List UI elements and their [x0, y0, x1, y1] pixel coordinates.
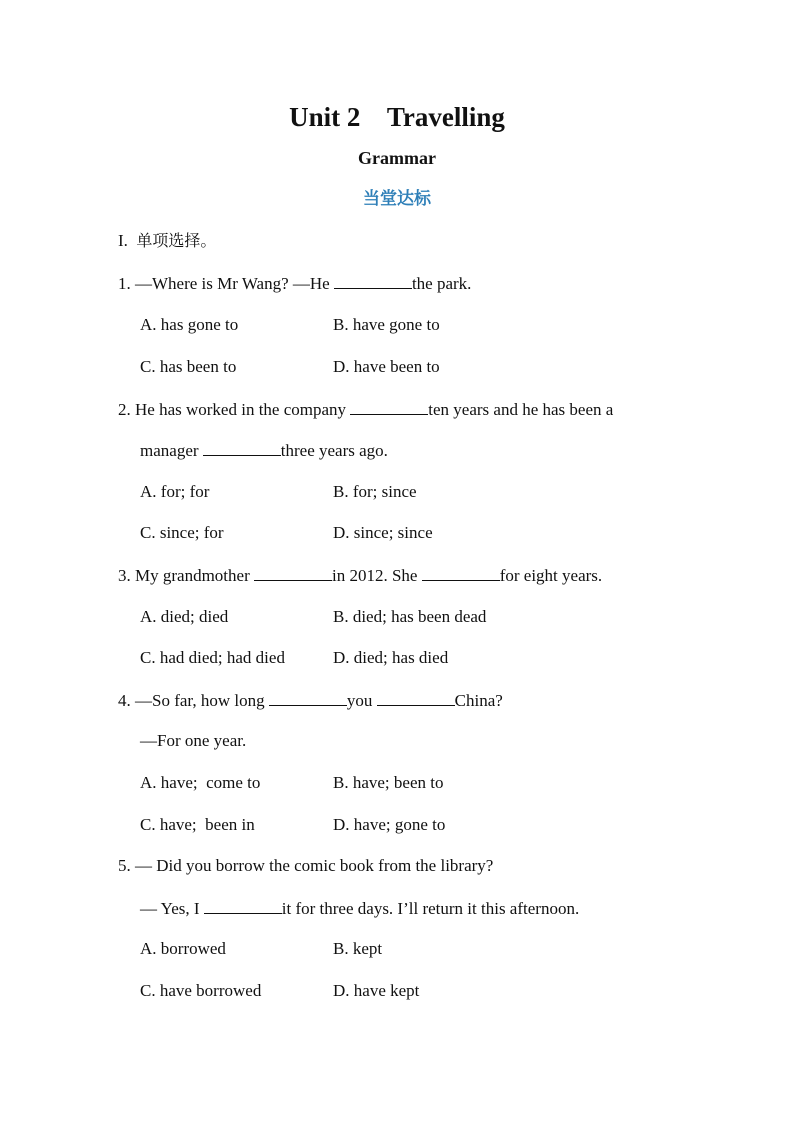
question-text: in 2012. She	[331, 566, 422, 585]
option-a: A. borrowed	[140, 939, 226, 958]
question-text: it for three days. I’ll return it this afternoon.	[281, 899, 580, 918]
section-heading	[118, 230, 216, 252]
option-c: C. has been to	[140, 357, 237, 376]
answer-blank	[334, 272, 412, 289]
question-text: for eight years.	[499, 566, 603, 585]
question-number: 2.	[118, 400, 131, 419]
page-subtitle: Grammar	[358, 148, 436, 168]
question-text: —So far, how long	[135, 691, 269, 710]
answer-blank	[203, 439, 281, 456]
option-b: B. have; been to	[333, 773, 444, 792]
question-2	[118, 398, 613, 421]
answer-blank	[350, 398, 428, 415]
option-a: A. for; for	[140, 482, 210, 501]
option-c: C. have; been in	[140, 815, 255, 834]
question-5-reply	[140, 897, 579, 920]
question-text: ten years and he has been a	[428, 400, 614, 419]
question-text: My grandmother	[135, 566, 254, 585]
option-b: B. died; has been dead	[333, 607, 487, 626]
question-3	[118, 564, 602, 587]
answer-blank	[377, 689, 455, 706]
section-number: I.	[118, 231, 128, 250]
option-c: C. had died; had died	[140, 648, 285, 667]
question-number: 5.	[118, 856, 131, 875]
option-b: B. have gone to	[333, 315, 440, 334]
question-text: — Did you borrow the comic book from the library?	[135, 856, 494, 875]
question-2-continued	[140, 439, 388, 462]
option-d: D. since; since	[333, 523, 433, 542]
answer-blank	[269, 689, 347, 706]
option-a: A. died; died	[140, 607, 229, 626]
question-text: —Where is Mr Wang? —He	[135, 274, 334, 293]
question-number: 1.	[118, 274, 131, 293]
answer-blank	[254, 564, 332, 581]
section-tag: 当堂达标	[363, 189, 431, 209]
option-d: D. have been to	[333, 357, 440, 376]
option-a: A. have; come to	[140, 773, 261, 792]
question-5	[118, 855, 493, 877]
option-b: B. for; since	[333, 482, 417, 501]
option-c: C. since; for	[140, 523, 224, 542]
question-text: — Yes, I	[140, 899, 204, 918]
question-text: manager	[140, 441, 203, 460]
option-d: D. died; has died	[333, 648, 449, 667]
question-4	[118, 689, 503, 712]
question-number: 3.	[118, 566, 131, 585]
question-4-reply: —For one year.	[140, 731, 247, 750]
question-text: the park.	[411, 274, 472, 293]
option-d: D. have kept	[333, 981, 420, 1000]
question-text: three years ago.	[280, 441, 388, 460]
section-label: 单项选择。	[136, 231, 217, 250]
option-b: B. kept	[333, 939, 383, 958]
page-title: Unit 2 Travelling	[289, 102, 505, 132]
option-a: A. has gone to	[140, 315, 239, 334]
question-number: 4.	[118, 691, 131, 710]
option-c: C. have borrowed	[140, 981, 262, 1000]
answer-blank	[422, 564, 500, 581]
answer-blank	[204, 897, 282, 914]
question-1	[118, 272, 471, 295]
question-text: China?	[454, 691, 503, 710]
option-d: D. have; gone to	[333, 815, 446, 834]
question-text: you	[346, 691, 377, 710]
question-text: He has worked in the company	[135, 400, 351, 419]
